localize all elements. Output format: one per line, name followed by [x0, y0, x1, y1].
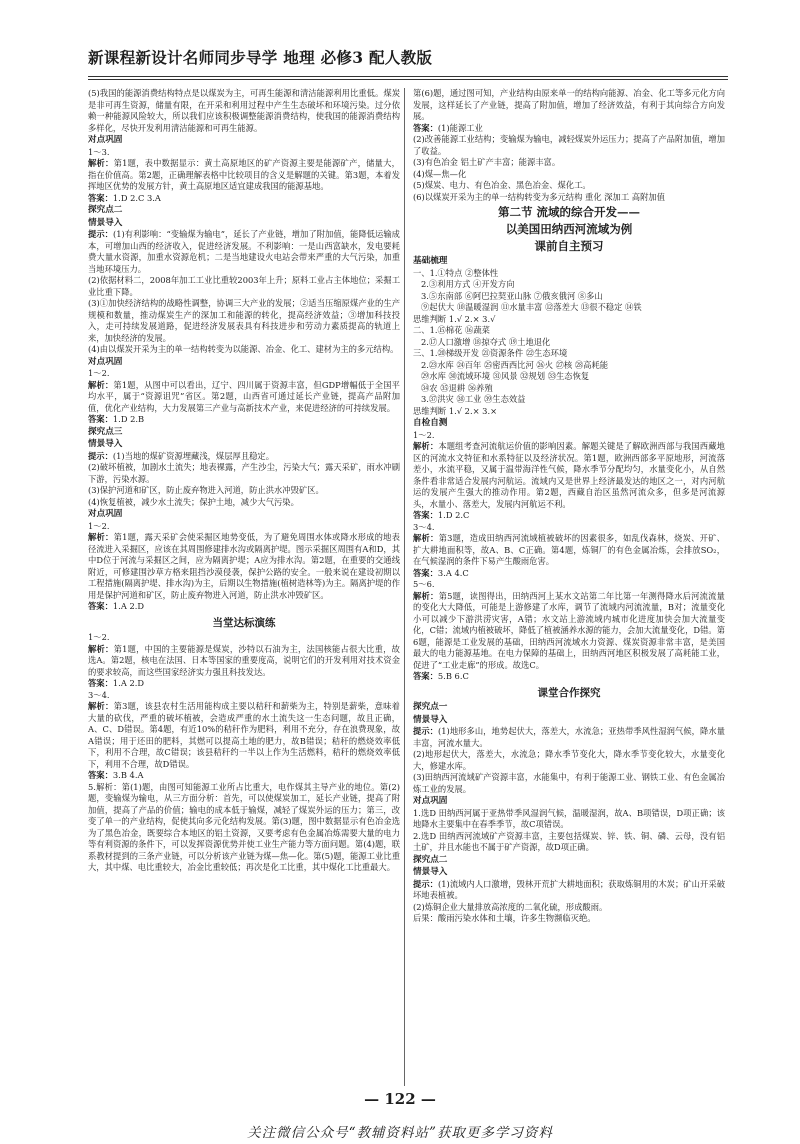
- label-bold: 答案：: [88, 414, 113, 424]
- label-bold: 答案：: [413, 671, 438, 681]
- text-paragraph: [413, 337, 725, 349]
- text-paragraph: [413, 406, 725, 418]
- section-subtitle: 以美国田纳西河流域为例: [505, 222, 633, 236]
- label-bold: 答案：: [88, 770, 113, 780]
- paragraph-text: (3)保护河道和矿区，防止废弃物进入河道，防止洪水冲毁矿区。: [88, 485, 324, 495]
- paragraph-text: 思维判断 1.√ 2.× 3.√: [413, 313, 496, 324]
- text-paragraph: [88, 193, 400, 205]
- label-bold: 提示：: [413, 878, 439, 889]
- paragraph-text: (2)地形起伏大，落差大，水流急；降水季节变化大，降水季节变化较大，水量变化大，修建水库。: [413, 749, 725, 771]
- label-bold: 答案：: [413, 122, 438, 133]
- page-number: — 122 —: [364, 1090, 436, 1108]
- paragraph-text: ㉞农 ㉟退耕 ㊱养殖: [421, 382, 493, 393]
- paragraph-text: 1.D 2.B: [112, 414, 145, 424]
- block-heading: 情景导入: [88, 217, 123, 228]
- text-paragraph: [88, 380, 400, 415]
- text-paragraph: [413, 772, 725, 795]
- paragraph-text: 第1题，露天采矿会使采掘区地势变低，为了避免周围水体或降水形成的地表径流进入采掘区，应该在其周围修建排水沟或隔离护堤。图示采掘区周围有A和D，其中D位于河流与采掘区之间，应为隔离护堤；A应为排水沟。第2题，在重要的交通线附近，可修建围沙草方格来阻挡沙漠侵袭，保护公路的安全。一般来说在建设初期以工程措施(隔离护堤、排水沟)为主，后期以生物措施(植树造林等)为主。隔离护堤的作用是保护河道和矿区，防止废弃物进入河道，防止洪水冲毁矿区。: [88, 532, 400, 600]
- text-paragraph: [413, 291, 725, 303]
- paragraph-text: 2.⑰人口激增 ⑱掠夺式 ⑲土地退化: [421, 336, 551, 347]
- block-heading: 探究点一: [413, 702, 448, 712]
- block-heading: 对点巩固: [88, 356, 123, 367]
- paragraph-text: (1)有利影响：“变输煤为输电”，延长了产业链，增加了附加值，能降低运输成本，可增加山西的经济收入，促进经济发展。不利影响：一是山西富缺水，发电要耗费大量水资源，加重水资源危机；二是当地建设火电站会带来严重的大气污染，加重当地环境压力。: [88, 229, 400, 274]
- text-paragraph: [88, 532, 400, 601]
- text-paragraph: [413, 123, 725, 135]
- block-heading: 探究点二: [88, 205, 123, 215]
- text-paragraph: [413, 879, 725, 902]
- label-bold: 提示：: [413, 726, 439, 736]
- text-paragraph: [413, 831, 725, 854]
- paragraph-text: 2.③利用方式 ④开发方向: [421, 279, 515, 289]
- paragraph-text: (2)改善能源工业结构；变输煤为输电，减轻煤炭外运压力；提高了产品附加值，增加了收益。: [413, 134, 725, 156]
- paragraph-text: 本题组考查河流航运价值的影响因素。解题关键是了解欧洲西部与我国西藏地区的河流水文特征和水系特征以及经济状况。第1题，欧洲西部多平原地形，河流落差小，水流平稳，又属于温带海洋性气候，降水季节分配均匀，水量变化小，从自然条件看非常适合发展内河航运。流域内又是世界上经济最发达的地区之一，对内河航运的发展产生强大的推动作用。第2题，西藏自治区虽然河流众多，但多是河流源头，水量小、落差大，发展内河航运不利。: [413, 441, 725, 509]
- text-paragraph: [413, 314, 725, 326]
- text-paragraph: [413, 302, 725, 314]
- text-paragraph: [413, 169, 725, 181]
- paragraph-text: 第1题，从图中可以看出，辽宁、四川属于资源丰富，但GDP增幅低于全国平均水平，属于“资源诅咒”省区。第2题，山西省可通过延长产业链，提高产品附加值，优化产业结构，大力发展第三产业与高新技术产业，来促进经济的可持续发展。: [88, 379, 400, 413]
- text-paragraph: [413, 510, 725, 522]
- block-heading: 对点巩固: [413, 796, 448, 806]
- block-heading: 情景导入: [413, 867, 448, 877]
- header-rule: [88, 76, 728, 77]
- text-paragraph: [88, 770, 400, 782]
- paragraph-text: 1～2.: [88, 520, 110, 531]
- paragraph-text: 第1题，中国的主要能源是煤炭，沙特以石油为主，法国核能占很大比重，故选A。第2题，核电在法国、日本等国家的重要度高，说明它们的开发利用对技术资金的要求较高，而这些国家经济实力强且科技发达。: [88, 643, 400, 677]
- paragraph-text: 3.⑤东南部 ⑥阿巴拉契亚山脉 ⑦俄亥俄河 ⑧多山: [421, 290, 603, 301]
- paragraph-text: 5～6.: [413, 579, 435, 589]
- block-heading: 对点巩固: [88, 135, 123, 145]
- block-heading: 情景导入: [88, 439, 123, 449]
- footer-note: 关注微信公众号“教辅资料站”获取更多学习资料: [247, 1125, 553, 1141]
- text-paragraph: [413, 371, 725, 383]
- paragraph-text: 3～4.: [413, 521, 435, 532]
- paragraph-text: 1.选D 田纳西河属于亚热带季风湿润气候，温暖湿润，故A、B项错误，D项正确；该地降水主要集中在春季季节，故C项错误。: [413, 807, 725, 829]
- text-paragraph: [88, 497, 400, 509]
- paragraph-text: 思维判断 1.√ 2.× 3.×: [413, 405, 498, 416]
- column-divider: [404, 88, 405, 1086]
- paragraph-text: 第3题，造成田纳西河流域植被破坏的因素很多，如乱伐森林，烧炭、开矿、扩大耕地面积等，故A、B、C正确。第4题，炼铜厂的有色金属冶炼，会排放SO₂，在气候湿润的条件下易产生酸雨危害。: [413, 533, 725, 566]
- text-paragraph: [88, 88, 400, 134]
- text-paragraph: [88, 368, 400, 380]
- block-heading: 探究点二: [413, 854, 448, 865]
- paragraph-text: (4)由以煤炭开采为主的单一结构转变为以能源、冶金、化工、建材为主的多元结构。: [88, 344, 399, 354]
- text-paragraph: [413, 268, 725, 280]
- classroom-heading: 课堂合作探究: [537, 686, 601, 699]
- text-paragraph: [413, 913, 725, 925]
- text-paragraph: [88, 229, 400, 275]
- label-bold: 提示：: [88, 450, 113, 461]
- paragraph-text: (2)依据材料二，2008年加工工业比重较2003年上升；原料工业占主体地位；采掘工业比重下降。: [88, 275, 400, 297]
- text-paragraph: [413, 134, 725, 157]
- paragraph-text: 1.D 2.C 3.A: [112, 192, 161, 203]
- paragraph-text: (1)流域内人口激增，毁林开荒扩大耕地面积；获取炼铜用的木炭；矿山开采破坏地表植被。: [413, 878, 725, 900]
- text-paragraph: [88, 414, 400, 426]
- label-bold: 解析：: [88, 158, 114, 168]
- paragraph-text: (5)我国的能源消费结构特点是以煤炭为主，可再生能源和清洁能源利用比重低。煤炭是非可再生资源，储量有限，在开采和利用过程中产生生态破坏和环境污染。过分依赖一种能源风险较大，所以我们应该积极调整能源消费结构，使我国的能源消费结构多样化，尽快开发利用清洁能源和可再生能源。: [88, 88, 400, 133]
- label-bold: 解析：: [88, 532, 114, 542]
- paragraph-text: 第(6)题，通过图可知，产业结构由原来单一的结构向能源、冶金、化工等多元化方向发展，这样延长了产业链，提高了附加值，增加了经济效益，有利于其向综合方向发展。: [413, 88, 725, 121]
- text-paragraph: [413, 394, 725, 406]
- paragraph-text: ⑨起伏大 ⑩温暖湿润 ⑪水量丰富 ⑫落差大 ⑬很不稳定 ⑭铁: [421, 302, 642, 312]
- paragraph-text: 二、1.⑮棉花 ⑯蔬菜: [413, 325, 490, 335]
- paragraph-text: 第1题，表中数据显示：黄土高原地区的矿产资源主要是能源矿产，储量大，指在价值高。第2题，正确理解表格中比较项目的含义是解题的关键。第3题，本着发挥地区优势的发展方针，黄土高原地区适宜建成我国的能源基地。: [88, 158, 400, 191]
- paragraph-text: 2.㉓水库 ㉔百年 ㉕密西西比河 ㉖火 ㉗核 ㉘高耗能: [421, 359, 609, 370]
- text-paragraph: [413, 430, 725, 442]
- label-bold: 答案：: [88, 601, 113, 611]
- paragraph-text: 第5题，读图得出，田纳西河上某水文站第二年比第一年测得降水后河流流量的变化大大降低，可能是上游修建了水库，调节了流域内河流流量，B对；流量变化小可以减少下游洪涝灾害，A错；水文站上游流域内城市化进度加快会加大流量变化，C错；流域内植被破坏，降低了植被涵养水源的能力，会加大流量变化，D错。第6题，能源是工业发展的基础，田纳西河流域水力资源、煤炭资源非常丰富，是美国最大的电力能源基地。在电力保障的基础上，田纳西河地区积极发展了高耗能工业，促进了“工业走廊”的形成。故选C。: [413, 590, 725, 670]
- text-paragraph: [88, 462, 400, 485]
- text-paragraph: [88, 632, 400, 644]
- text-paragraph: [413, 192, 725, 204]
- paragraph-text: 5.B 6.C: [437, 671, 469, 681]
- text-paragraph: [88, 678, 400, 690]
- text-paragraph: [88, 485, 400, 497]
- paragraph-text: 1～2.: [413, 429, 435, 440]
- page-header: 新课程新设计名师同步导学 地理 必修3 配人教版: [88, 48, 433, 67]
- paragraph-text: 3.㊲洪灾 ㊳工业 ㊴生态效益: [421, 394, 526, 404]
- label-bold: 解析：: [88, 643, 114, 654]
- text-paragraph: [413, 808, 725, 831]
- text-paragraph: [88, 782, 400, 874]
- text-paragraph: [413, 88, 725, 123]
- paragraph-text: 1～2.: [88, 632, 110, 642]
- paragraph-text: (4)煤—焦—化: [413, 168, 467, 179]
- label-bold: 解析：: [413, 533, 439, 543]
- text-paragraph: [413, 726, 725, 749]
- text-paragraph: [413, 360, 725, 372]
- text-paragraph: [88, 701, 400, 770]
- label-bold: 答案：: [413, 567, 438, 578]
- text-paragraph: [413, 533, 725, 568]
- text-paragraph: [413, 579, 725, 591]
- text-paragraph: [88, 690, 400, 702]
- paragraph-text: (1)当地的煤矿资源埋藏浅，煤层厚且稳定。: [112, 450, 275, 461]
- header-rule-thin: [88, 79, 728, 80]
- paragraph-text: ㉙水库 ㉚流域环境 ㉛风景 ㉜规划 ㉝生态恢复: [421, 371, 590, 381]
- paragraph-text: 1.A 2.D: [112, 678, 145, 688]
- block-heading: 探究点三: [88, 426, 123, 437]
- section-title: 第二节 流域的综合开发——: [497, 205, 640, 219]
- section-heading: 当堂达标演练: [212, 616, 276, 629]
- paragraph-text: 1～3.: [88, 146, 110, 157]
- text-paragraph: [88, 521, 400, 533]
- text-paragraph: [88, 644, 400, 679]
- text-paragraph: [88, 298, 400, 344]
- right-column: [413, 88, 725, 925]
- paragraph-text: (1)能源工业: [437, 122, 483, 133]
- label-bold: 答案：: [88, 192, 113, 203]
- text-paragraph: [413, 157, 725, 169]
- paragraph-text: 3～4.: [88, 689, 110, 700]
- paragraph-text: (4)恢复植被，减少水土流失；保护土地，减少大气污染。: [88, 496, 299, 507]
- text-paragraph: [88, 275, 400, 298]
- text-paragraph: [413, 383, 725, 395]
- paragraph-text: (3)①加快经济结构的战略性调整，协调三大产业的发展；②适当压缩原煤产业的生产规模和数量，推动煤炭生产的深加工和能源的转化，提高经济效益；③增加科技投入，走可持续发展道路，促进经济发展表具有科技进步和劳动力素质提高的轨道上来，加快经济的发展。: [88, 298, 400, 343]
- text-paragraph: [413, 279, 725, 291]
- paragraph-text: 5.解析：第(1)题，由图可知能源工业所占比重大，电作煤其主导产业的地位。第(2)题，变输煤为输电，从三方面分析：首先，可以使煤炭加工，延长产业链，提高了附加值，提高了产品的价值；输电的成本低于输煤，减轻了煤炭外运的压力；第三，改变了单一的产业结构，促使其向多元化结构发展。第(3)题，图中数据显示有色冶金选为了黑色冶金，既要综合本地区的铝土资源，又要考虑有色金属冶炼需要大量的电力等有利资源的条件下，可以发挥资源优势并使工业生产能力等方面问题。第(4)题，联系教材提到的三条产业链，可以分析该产业链为煤—焦—化。第(5)题，能源工业比重大，其中煤、电比重较大，冶金比重较低；再次是化工比重，其中煤化工比重最大。: [88, 781, 400, 872]
- paragraph-text: 3.A 4.C: [437, 567, 469, 578]
- text-paragraph: [413, 441, 725, 510]
- paragraph-text: (3)有色冶金 铝土矿产丰富；能源丰富。: [413, 157, 561, 167]
- label-bold: 答案：: [413, 510, 438, 520]
- label-bold: 解析：: [413, 441, 439, 451]
- explore-block: [413, 702, 725, 925]
- paragraph-text: 2.选D 田纳西河流域矿产资源丰富，主要包括煤炭、锌、铁、铜、磷、云母，没有铝土矿，并且水能也不属于矿产资源，故D项正确。: [413, 830, 725, 852]
- text-paragraph: [88, 601, 400, 613]
- text-paragraph: [413, 348, 725, 360]
- paragraph-text: 第3题，该县农村生活用能构成主要以秸秆和薪柴为主，特别是薪柴，意味着大量的砍伐，严重的破坏植被，会造成严重的水土流失这一生态问题，故且正确，A、C、D错误。第4题，有近10%的秸秆作为肥料，利用不充分，存在浪费现象，故A错误；用于还田的肥料，其燃可以提高土地的肥力，故B错误；秸秆的燃烧效率低下，利用不合理，故C错误；该县秸秆约一半以上作为生活燃料，秸秆的燃烧效率低下，利用不合理，故D错误。: [88, 701, 400, 769]
- paragraph-text: 1.D 2.C: [437, 510, 470, 520]
- text-paragraph: [413, 591, 725, 672]
- left-column: [88, 88, 400, 874]
- paragraph-text: (3)田纳西河流域矿产资源丰富，水能集中，有利于能源工业、钢铁工业、有色金属冶炼工业的发展。: [413, 772, 725, 794]
- block-heading: 对点巩固: [88, 509, 123, 519]
- self-study-block: [413, 256, 725, 683]
- paragraph-text: 三、1.⑳梯级开发 ㉑资源条件 ㉒生态环境: [413, 348, 568, 358]
- label-bold: 解析：: [88, 379, 114, 390]
- paragraph-text: (2)破坏植被，加剧水土流失；地表裸露，产生沙尘，污染大气；露天采矿，雨水冲刷下游，污染水源。: [88, 462, 400, 484]
- text-paragraph: [413, 568, 725, 580]
- preview-heading: 课前自主预习: [534, 239, 604, 253]
- label-bold: 答案：: [88, 678, 113, 688]
- text-paragraph: [88, 451, 400, 463]
- paragraph-text: 一、1.①特点 ②整体性: [413, 267, 499, 278]
- text-paragraph: [88, 147, 400, 159]
- paragraph-text: 1～2.: [88, 368, 110, 378]
- label-bold: 提示：: [88, 229, 113, 239]
- label-bold: 解析：: [413, 590, 439, 601]
- block-heading: 情景导入: [413, 714, 448, 725]
- label-bold: 解析：: [88, 701, 114, 711]
- block-heading: 自检自测: [413, 418, 448, 428]
- text-paragraph: [88, 344, 400, 356]
- text-paragraph: [413, 671, 725, 683]
- paragraph-text: (2)炼铜企业大量排放高浓度的二氧化硫，形成酸雨。: [413, 901, 608, 912]
- text-paragraph: [413, 902, 725, 914]
- text-paragraph: [88, 158, 400, 193]
- paragraph-text: 后果：酸雨污染水体和土壤，许多生物濒临灭绝。: [413, 913, 596, 923]
- text-paragraph: [413, 325, 725, 337]
- paragraph-text: 3.B 4.A: [112, 770, 144, 780]
- answer-continuation: [413, 88, 725, 203]
- paragraph-text: (6)以煤炭开采为主的单一结构转变为多元结构 重化 深加工 高附加值: [413, 191, 665, 202]
- text-paragraph: [413, 749, 725, 772]
- paragraph-text: (1)地形多山，地势起伏大，落差大，水流急；亚热带季风性湿润气候，降水量丰富，河流水量大。: [413, 726, 725, 748]
- block-heading: 基础梳理: [413, 256, 448, 266]
- text-paragraph: [413, 522, 725, 534]
- paragraph-text: 1.A 2.D: [112, 601, 145, 611]
- text-paragraph: [413, 180, 725, 192]
- paragraph-text: (5)煤炭、电力、有色冶金、黑色冶金、煤化工。: [413, 180, 591, 190]
